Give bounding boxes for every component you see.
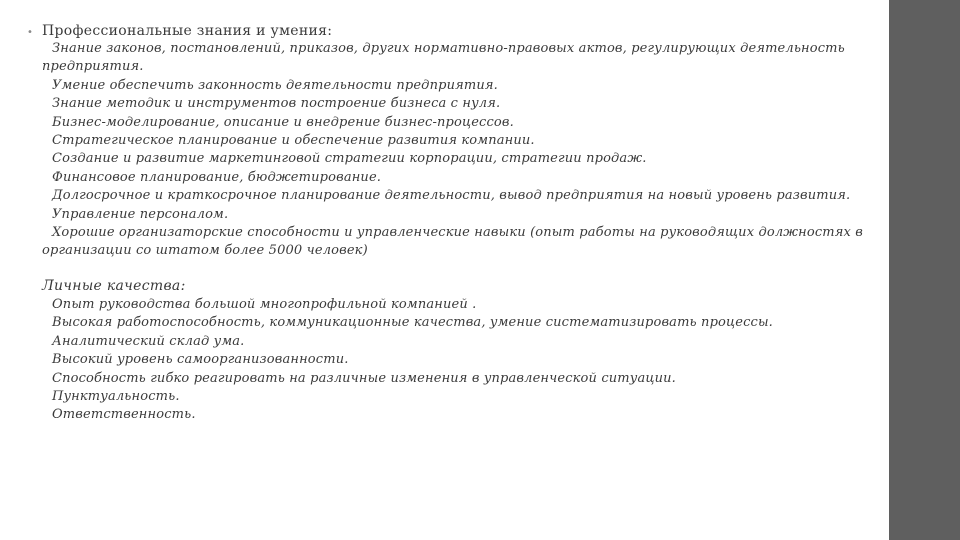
list-item: Финансовое планирование, бюджетирование. — [52, 169, 382, 185]
personal-qualities-heading: Личные качества: — [42, 277, 186, 294]
list-item: Управление персоналом. — [52, 206, 229, 222]
list-item: Способность гибко реагировать на различные изменения в управленческой ситуации. — [52, 370, 676, 386]
list-item: Ответственность. — [52, 407, 196, 423]
professional-skills-heading: Профессиональные знания и умения: — [42, 23, 333, 39]
list-item: Знание законов, постановлений, приказов, других нормативно-правовых актов, регулирующих деятельность предприятия. — [42, 41, 845, 75]
list-item: Создание и развитие маркетинговой стратегии корпорации, стратегии продаж. — [52, 151, 647, 167]
list-item: Аналитический склад ума. — [52, 333, 245, 349]
list-item: Стратегическое планирование и обеспечение развития компании. — [52, 133, 535, 149]
slide-content — [42, 22, 872, 425]
side-decoration-bar — [889, 0, 960, 540]
list-item: Умение обеспечить законность деятельности предприятия. — [52, 77, 498, 93]
list-item: Долгосрочное и краткосрочное планирование деятельности, вывод предприятия на новый уровень развития. — [52, 188, 851, 204]
list-item: Опыт руководства большой многопрофильной компанией . — [52, 296, 477, 312]
list-item: Высокая работоспособность, коммуникационные качества, умение систематизировать процессы. — [52, 315, 773, 331]
list-item: Хорошие организаторские способности и управленческие навыки (опыт работы на руководящих должностях в организации со штатом более 5000 человек) — [42, 225, 864, 259]
list-item: Пунктуальность. — [52, 388, 180, 404]
list-item: Высокий уровень самоорганизованности. — [52, 352, 349, 368]
list-item: Бизнес-моделирование, описание и внедрение бизнес-процессов. — [52, 114, 514, 130]
personal-qualities-list — [42, 296, 872, 425]
professional-skills-list — [42, 40, 872, 261]
bullet-marker: • — [27, 27, 33, 38]
list-item: Знание методик и инструментов построение бизнеса с нуля. — [52, 96, 501, 112]
